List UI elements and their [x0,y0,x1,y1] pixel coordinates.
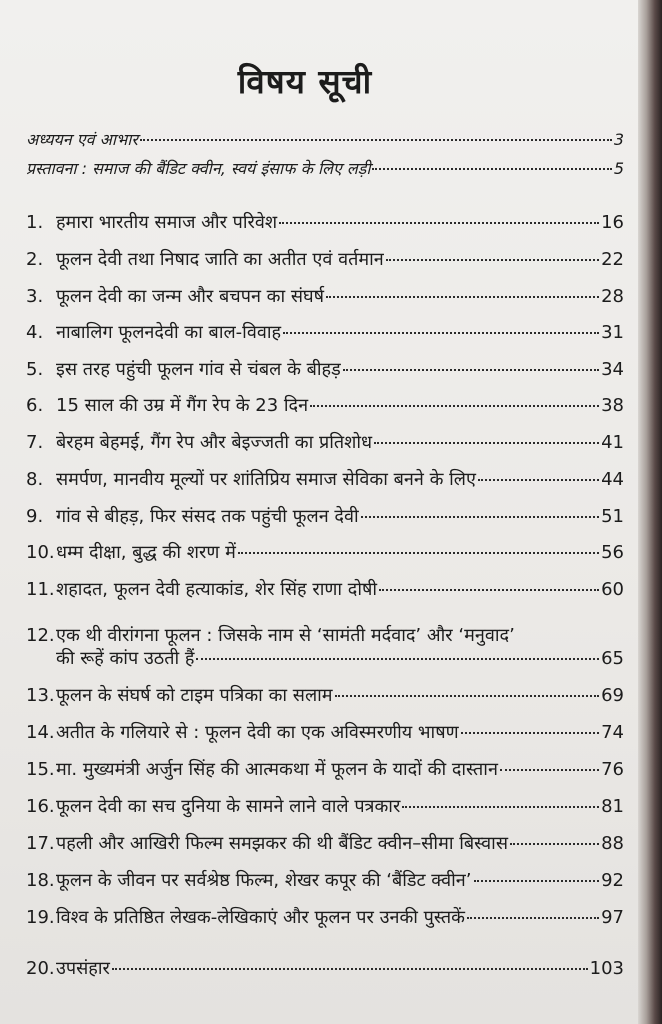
toc-chapter-entry [26,794,624,818]
toc-chapter-entry [26,720,624,744]
dot-leader [140,139,612,141]
dot-leader [343,369,599,371]
dot-leader [402,806,599,808]
chapter-title: धम्म दीक्षा, बुद्ध की शरण में [56,542,236,563]
toc-page-number: 28 [601,286,624,307]
chapter-title: इस तरह पहुंची फूलन गांव से चंबल के बीहड़ [56,359,341,380]
chapter-number: 12. [26,625,55,646]
toc-chapter-entry [26,504,624,528]
chapter-title: 15 साल की उम्र में गैंग रेप के 23 दिन [56,395,309,416]
dot-leader [196,658,599,660]
toc-chapter-entry [26,467,624,491]
toc-page-number: 3 [613,130,624,149]
chapter-number: 3. [26,286,44,307]
toc-chapter-entry [26,393,624,417]
toc-chapter-entry [26,868,624,892]
chapter-number: 14. [26,722,55,743]
dot-leader [379,589,599,591]
page-title: विषय सूची [237,62,373,101]
dot-leader [467,917,599,919]
chapter-number: 11. [26,579,55,600]
dot-leader [374,442,599,444]
toc-chapter-entry [26,577,624,601]
toc-chapter-entry [26,540,624,564]
toc-page-number: 51 [601,506,624,527]
toc-page-number: 103 [589,958,624,979]
chapter-title: एक थी वीरांगना फूलन : जिसके नाम से ‘सामंती मर्दवाद’ और ‘मनुवाद’ [56,625,515,646]
dot-leader [310,405,599,407]
chapter-number: 16. [26,796,55,817]
chapter-title: गांव से बीहड़, फिर संसद तक पहुंची फूलन देवी [56,506,359,527]
chapter-title: फूलन के जीवन पर सर्वश्रेष्ठ फिल्म, शेखर कपूर की ‘बैंडिट क्वीन’ [56,870,472,891]
toc-page-number: 69 [601,685,624,706]
chapter-number: 7. [26,432,44,453]
toc-page-number: 41 [601,432,624,453]
chapter-title: फूलन देवी का जन्म और बचपन का संघर्ष [56,286,325,307]
dot-leader [112,968,588,970]
toc-page-number: 60 [601,579,624,600]
toc-page-number: 22 [601,249,624,270]
toc-page-number: 5 [613,159,624,178]
toc-label: अध्ययन एवं आभार [26,130,138,149]
toc-chapter-entry [26,831,624,855]
dot-leader [279,222,599,224]
toc-chapter-entry [26,430,624,454]
toc-chapter-entry [26,357,624,381]
chapter-title: फूलन के संघर्ष को टाइम पत्रिका का सलाम [56,685,333,706]
chapter-number: 6. [26,395,44,416]
chapter-number: 9. [26,506,44,527]
toc-chapter-entry [26,956,624,980]
toc-page-number: 88 [601,833,624,854]
chapter-title: हमारा भारतीय समाज और परिवेश [56,212,278,233]
toc-chapter-entry [26,284,624,308]
toc-intro-entry [26,157,624,179]
chapter-number: 15. [26,759,55,780]
dot-leader [500,769,599,771]
dot-leader [372,168,611,170]
toc-page-number: 44 [601,469,624,490]
toc-page-number: 31 [601,322,624,343]
chapter-number: 18. [26,870,55,891]
toc-page-number: 97 [601,907,624,928]
dot-leader [474,880,600,882]
dot-leader [283,332,599,334]
toc-chapter-entry [26,905,624,929]
chapter-number: 19. [26,907,55,928]
chapter-title: फूलन देवी का सच दुनिया के सामने लाने वाले पत्रकार [56,796,401,817]
dot-leader [478,479,599,481]
toc-page-number: 92 [601,870,624,891]
dot-leader [335,695,600,697]
chapter-title: बेरहम बेहमई, गैंग रेप और बेइज्जती का प्रतिशोध [56,432,373,453]
chapter-number: 4. [26,322,44,343]
chapter-number: 17. [26,833,55,854]
chapter-title-continued: की रूहें कांप उठती हैं [56,648,195,669]
chapter-title: समर्पण, मानवीय मूल्यों पर शांतिप्रिय समाज सेविका बनने के लिए [56,469,476,490]
toc-page-number: 38 [601,395,624,416]
chapter-title: पहली और आखिरी फिल्म समझकर की थी बैंडिट क्वीन–सीमा बिस्वास [56,833,509,854]
dot-leader [326,296,599,298]
toc-chapter-entry [26,683,624,707]
toc-page-number: 16 [601,212,624,233]
chapter-number: 5. [26,359,44,380]
dot-leader [361,516,599,518]
toc-page-number: 74 [601,722,624,743]
chapter-number: 8. [26,469,44,490]
toc-chapter-entry [26,210,624,234]
toc-intro-entry [26,128,624,150]
chapter-title: उपसंहार [56,958,110,979]
toc-chapter-entry [26,757,624,781]
chapter-title: विश्व के प्रतिष्ठित लेखक-लेखिकाएं और फूलन पर उनकी पुस्तकें [56,907,465,928]
toc-chapter-entry [26,247,624,271]
chapter-number: 13. [26,685,55,706]
toc-label: प्रस्तावना : समाज की बैंडिट क्वीन, स्वयं इंसाफ के लिए लड़ी [26,159,371,178]
toc-chapter-continuation [56,646,624,670]
chapter-title: मा. मुख्यमंत्री अर्जुन सिंह की आत्मकथा में फूलन के यादों की दास्तान [56,759,498,780]
dot-leader [386,259,599,261]
chapter-title: शहादत, फूलन देवी हत्याकांड, शेर सिंह राणा दोषी [56,579,378,600]
toc-chapter-entry [26,320,624,344]
toc-page-number: 81 [601,796,624,817]
toc-page-number: 34 [601,359,624,380]
toc-chapter-entry [26,623,624,647]
chapter-title: फूलन देवी तथा निषाद जाति का अतीत एवं वर्तमान [56,249,384,270]
chapter-number: 20. [26,958,55,979]
dot-leader [238,552,599,554]
dot-leader [461,732,599,734]
chapter-number: 1. [26,212,44,233]
chapter-number: 10. [26,542,55,563]
toc-page-number: 65 [601,648,624,669]
chapter-title: नाबालिग फूलनदेवी का बाल-विवाह [56,322,282,343]
toc-page-number: 56 [601,542,624,563]
chapter-number: 2. [26,249,44,270]
page-edge-shadow [638,0,662,1024]
dot-leader [510,843,599,845]
toc-page-number: 76 [601,759,624,780]
chapter-title: अतीत के गलियारे से : फूलन देवी का एक अविस्मरणीय भाषण [56,722,459,743]
